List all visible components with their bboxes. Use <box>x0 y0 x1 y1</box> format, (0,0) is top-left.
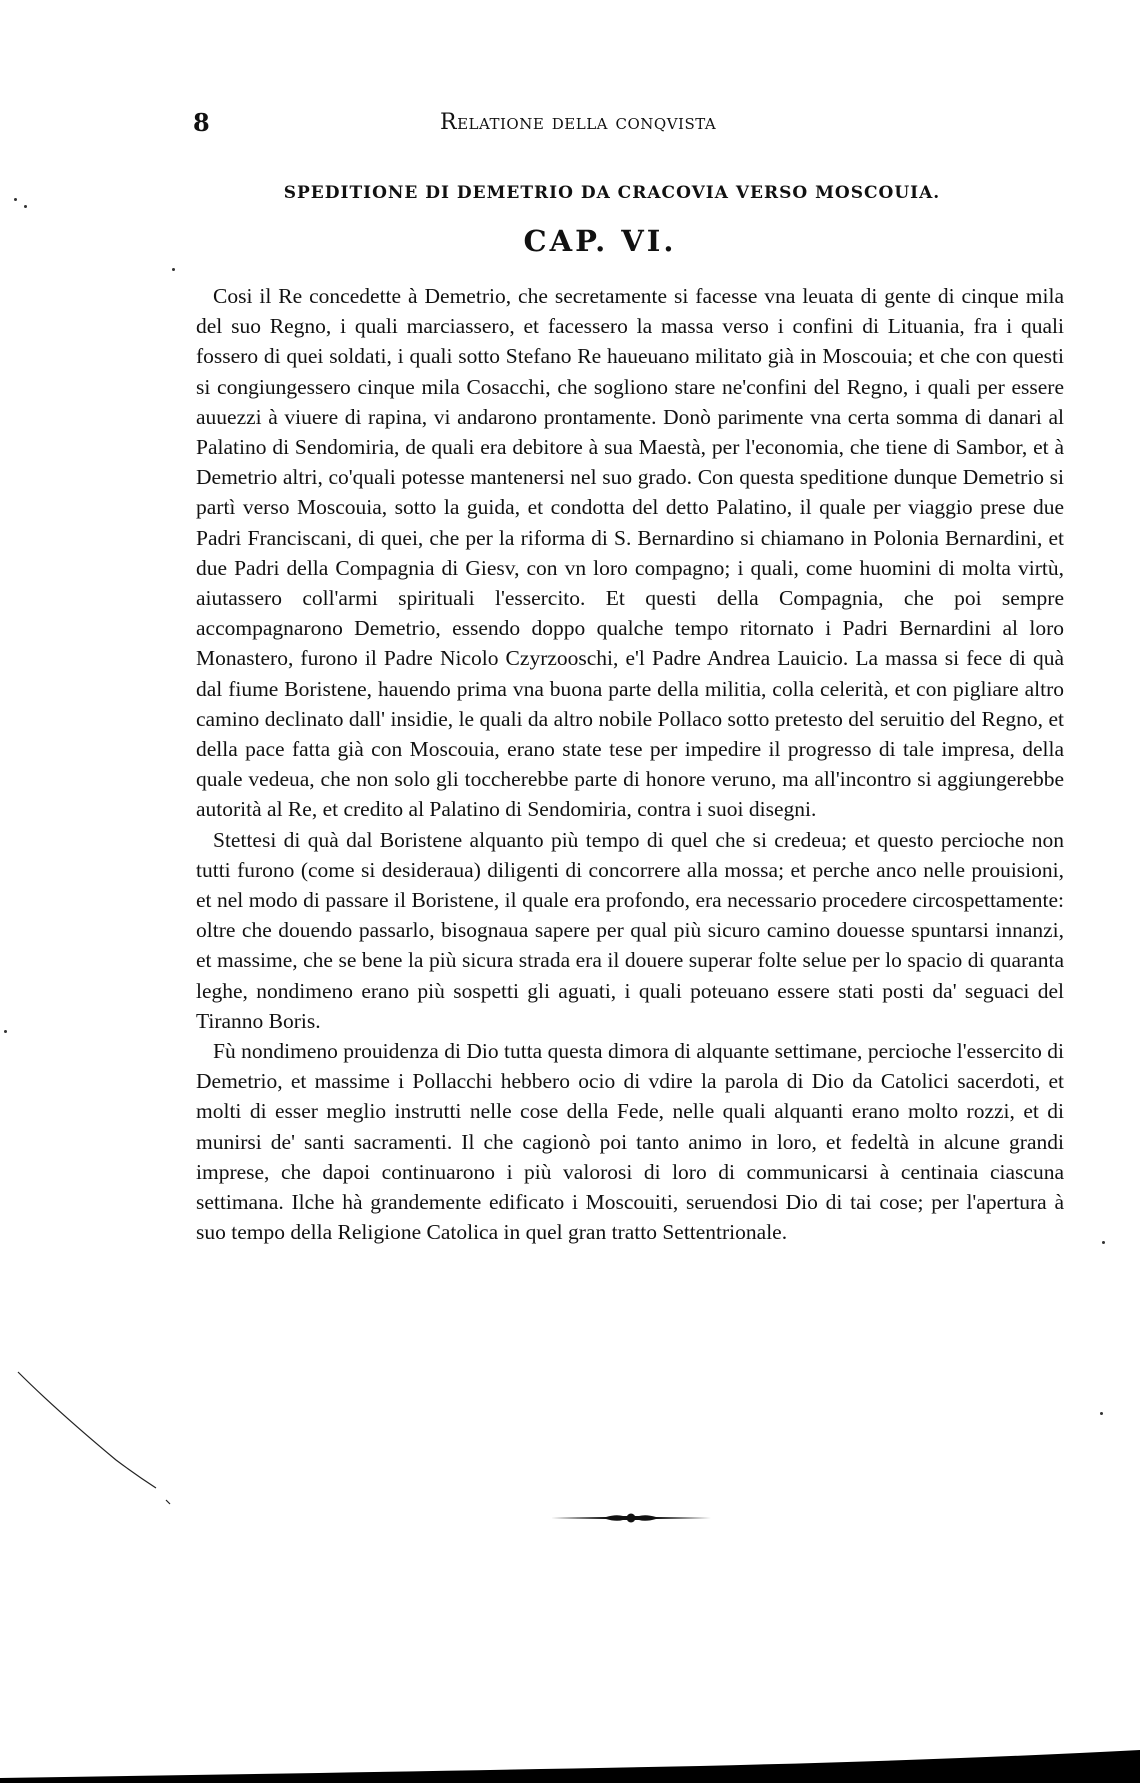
paragraph-3: Fù nondimeno prouidenza di Dio tutta questa dimora di alquante settimane, percioche l'essercito di Demetrio, et massime i Pollacchi hebbero ocio di vdire la parola di Dio da Catolici sacerdoti, et molti di esser meglio instrutti nelle cose della Fede, nelle quali alquanti erano molto rozzi, et di munirsi de' santi sacramenti. Il che cagionò poi tanto animo in loro, et fedeltà in alcune grandi imprese, che dapoi continuarono i più valorosi di loro di communicarsi à centinaia ciascuna settimana. Ilche hà grandemente edificato i Moscouiti, seruendosi Dio di tai cose; per l'apertura à suo tempo della Religione Catolica in quel gran tratto Settentrionale. <box>196 1039 1064 1245</box>
margin-dot <box>1100 1412 1103 1415</box>
ornament-divider-icon <box>551 1511 711 1525</box>
margin-dot <box>4 1030 7 1033</box>
paragraph-1: Cosi il Re concedette à Demetrio, che secretamente si facesse vna leuata di gente di cinque mila del suo Regno, i quali marciassero, et facessero la massa verso i confini di Lituania, fra i quali fossero di quei soldati, i quali sotto Stefano Re haueuano militato già in Moscouia; et che con questi si congiungessero cinque mila Cosacchi, che sogliono stare ne'confini del Regno, i quali per essere auuezzi à viuere di rapina, vi andarono prontamente. Donò parimente vna certa somma di danari al Palatino di Sendomiria, de quali era debitore à sua Maestà, per l'economia, che tiene di Sambor, et à Demetrio altri, co'quali potesse mantenersi nel suo grado. Con questa speditione dunque Demetrio si partì verso Moscouia, sotto la guida, et condotta del detto Palatino, il quale per viaggio prese due Padri Franciscani, di quei, che per la riforma di S. Bernardino si chiamano in Polonia Bernardini, et due Padri della Compagnia di Giesv, con vn loro compagno; i quali, come huomini di molta virtù, aiutassero coll'armi spirituali l'essercito. Et questi della Compagnia, che poi sempre accompagnarono Demetrio, essendo doppo qualche tempo ritornato i Padri Bernardini al loro Monastero, furono il Padre Nicolo Czyrzooschi, e'l Padre Andrea Lauicio. La massa si fece di quà dal fiume Boristene, hauendo prima vna buona parte della militia, colla celerità, et con pigliare altro camino declinato dall' insidie, le quali da altro nobile Pollaco sotto pretesto del seruitio del Regno, et della pace fatta già con Moscouia, erano state tese per impedire il progresso di tale impresa, della quale vedeua, che non solo gli toccherebbe parte di honore veruno, ma all'incontro si aggiungerebbe autorità al Re, et credito al Palatino di Sendomiria, contra i suoi disegni. <box>196 284 1064 822</box>
margin-dot <box>14 198 17 201</box>
margin-dot <box>1102 1241 1105 1244</box>
margin-dot <box>172 268 175 271</box>
paragraph-2: Stettesi di quà dal Boristene alquanto più tempo di quel che si credeua; et questo percioche non tutti furono (come si desideraua) diligenti di concorrere alla mossa; et perche anco nelle prouisioni, et nel modo di passare il Boristene, il quale era profondo, era necessario procedere circospettamente: oltre che douendo passarlo, bisognaua sapere per qual più sicuro camino douesse spuntarsi innanzi, et massime, che se bene la più sicura strada era il douere superar folte selue per lo spacio di quaranta leghe, nondimeno erano più sospetti gli aguati, i quali poteuano essere stati posti da' seguaci del Tiranno Boris. <box>196 827 1064 1033</box>
page-edge-shadow <box>0 1750 1140 1783</box>
margin-stroke-icon <box>16 1370 176 1520</box>
running-title: Relatione della conqvista <box>440 110 717 135</box>
margin-dot <box>24 205 27 208</box>
page-number: 8 <box>193 108 210 137</box>
chapter-title: CAP. VI. <box>523 224 677 258</box>
body-text <box>196 281 1064 1248</box>
section-title: SPEDITIONE DI DEMETRIO DA CRACOVIA VERSO MOSCOUIA. <box>283 183 941 203</box>
